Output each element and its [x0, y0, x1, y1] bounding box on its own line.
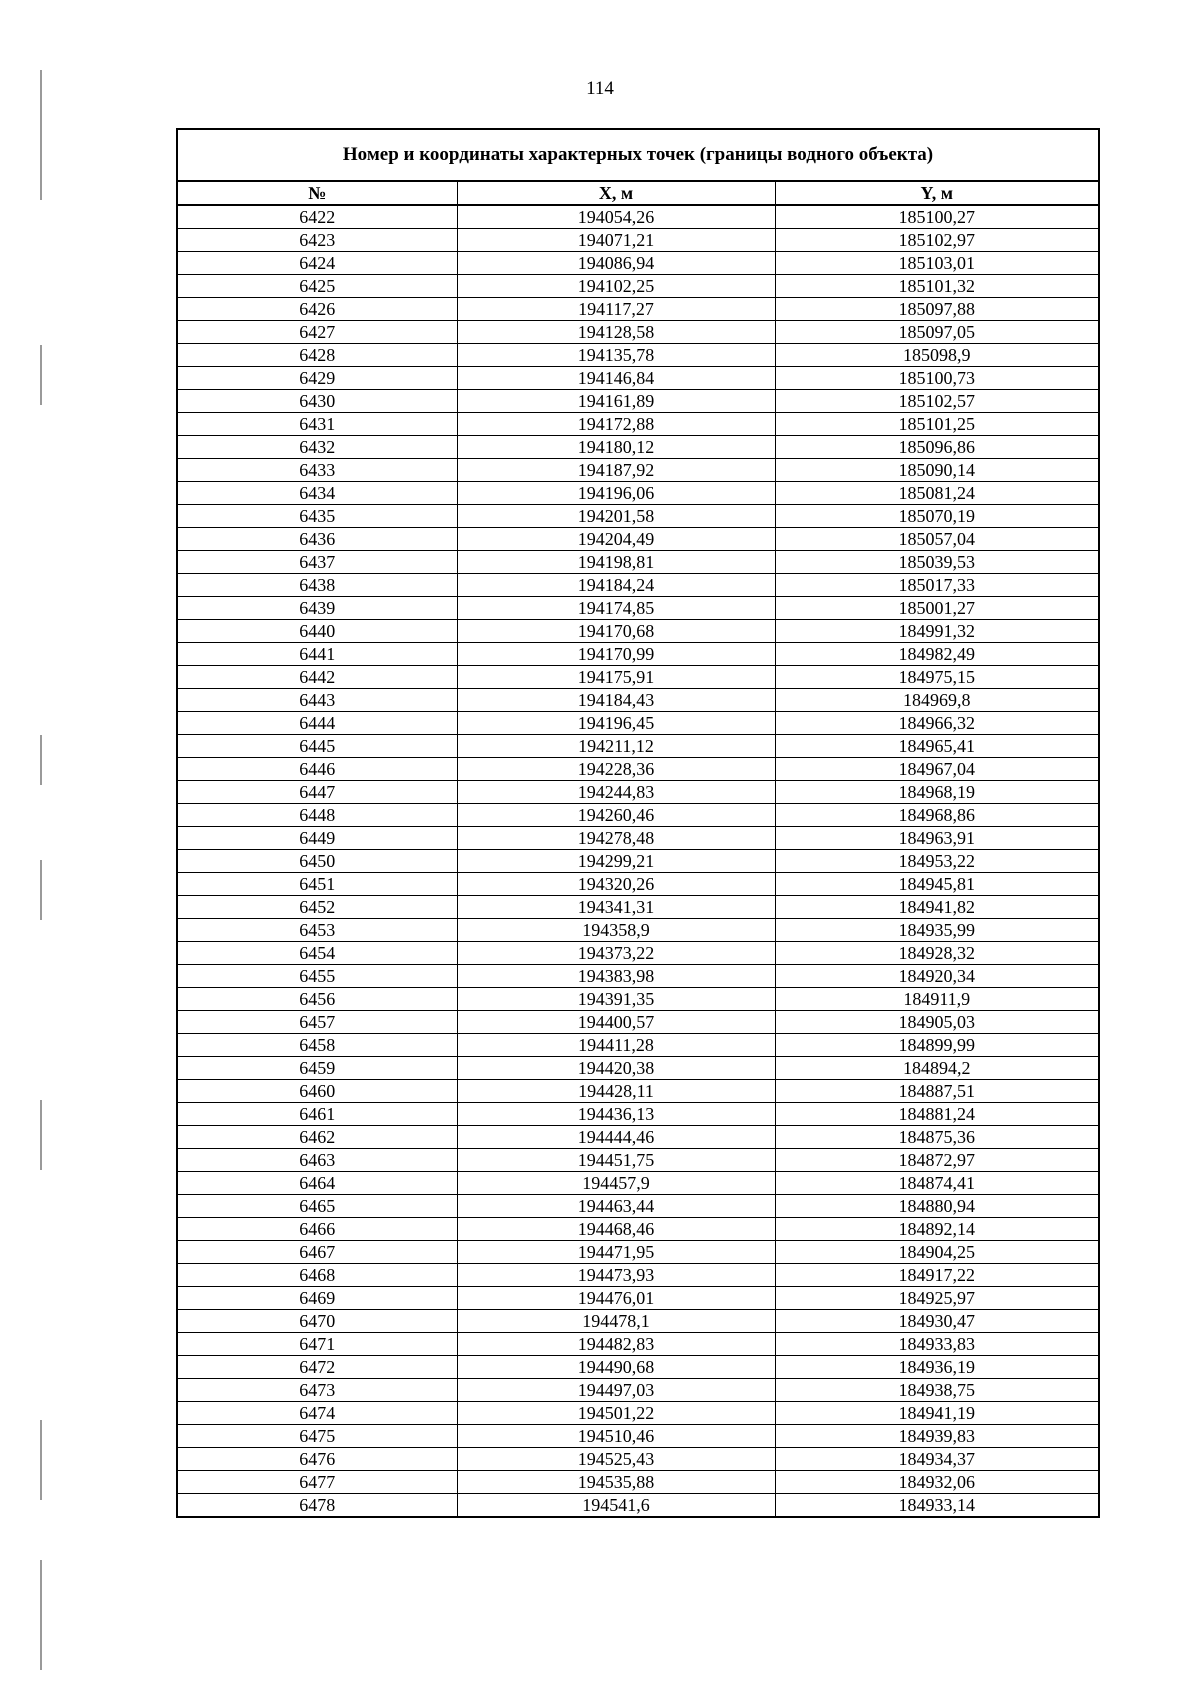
x-coordinate-cell: 194086,94 — [457, 252, 775, 275]
y-coordinate-cell: 184939,83 — [775, 1425, 1099, 1448]
table-row — [177, 1011, 1099, 1034]
point-number-cell: 6474 — [177, 1402, 457, 1425]
x-coordinate-cell: 194196,06 — [457, 482, 775, 505]
point-number-cell: 6458 — [177, 1034, 457, 1057]
point-number-cell: 6422 — [177, 205, 457, 229]
point-number-cell: 6467 — [177, 1241, 457, 1264]
x-coordinate-cell: 194535,88 — [457, 1471, 775, 1494]
point-number-cell: 6436 — [177, 528, 457, 551]
x-coordinate-cell: 194478,1 — [457, 1310, 775, 1333]
table-row — [177, 1264, 1099, 1287]
point-number-cell: 6446 — [177, 758, 457, 781]
y-coordinate-cell: 184941,82 — [775, 896, 1099, 919]
y-coordinate-cell: 184991,32 — [775, 620, 1099, 643]
x-coordinate-cell: 194071,21 — [457, 229, 775, 252]
point-number-cell: 6428 — [177, 344, 457, 367]
x-coordinate-cell: 194420,38 — [457, 1057, 775, 1080]
y-coordinate-cell: 184936,19 — [775, 1356, 1099, 1379]
x-coordinate-cell: 194541,6 — [457, 1494, 775, 1518]
x-coordinate-cell: 194128,58 — [457, 321, 775, 344]
x-coordinate-cell: 194490,68 — [457, 1356, 775, 1379]
x-coordinate-cell: 194358,9 — [457, 919, 775, 942]
table-row — [177, 781, 1099, 804]
y-coordinate-cell: 184945,81 — [775, 873, 1099, 896]
point-number-cell: 6431 — [177, 413, 457, 436]
table-row — [177, 597, 1099, 620]
table-row — [177, 666, 1099, 689]
point-number-cell: 6443 — [177, 689, 457, 712]
y-coordinate-cell: 184967,04 — [775, 758, 1099, 781]
point-number-cell: 6444 — [177, 712, 457, 735]
point-number-cell: 6455 — [177, 965, 457, 988]
point-number-cell: 6477 — [177, 1471, 457, 1494]
y-coordinate-cell: 185090,14 — [775, 459, 1099, 482]
x-coordinate-cell: 194198,81 — [457, 551, 775, 574]
x-coordinate-cell: 194244,83 — [457, 781, 775, 804]
point-number-cell: 6425 — [177, 275, 457, 298]
point-number-cell: 6463 — [177, 1149, 457, 1172]
x-coordinate-cell: 194436,13 — [457, 1103, 775, 1126]
x-coordinate-cell: 194170,68 — [457, 620, 775, 643]
table-row — [177, 942, 1099, 965]
point-number-cell: 6441 — [177, 643, 457, 666]
x-coordinate-cell: 194174,85 — [457, 597, 775, 620]
table-row — [177, 1149, 1099, 1172]
x-coordinate-cell: 194476,01 — [457, 1287, 775, 1310]
y-coordinate-cell: 185097,88 — [775, 298, 1099, 321]
y-coordinate-cell: 184905,03 — [775, 1011, 1099, 1034]
point-number-cell: 6429 — [177, 367, 457, 390]
x-coordinate-cell: 194184,43 — [457, 689, 775, 712]
y-coordinate-cell: 184969,8 — [775, 689, 1099, 712]
y-coordinate-cell: 185017,33 — [775, 574, 1099, 597]
table-row — [177, 1494, 1099, 1518]
point-number-cell: 6475 — [177, 1425, 457, 1448]
table-row — [177, 643, 1099, 666]
y-coordinate-cell: 184933,14 — [775, 1494, 1099, 1518]
table-row — [177, 482, 1099, 505]
table-row — [177, 551, 1099, 574]
y-coordinate-cell: 185057,04 — [775, 528, 1099, 551]
scan-edge-mark — [40, 735, 42, 785]
table-row — [177, 1172, 1099, 1195]
y-coordinate-cell: 184934,37 — [775, 1448, 1099, 1471]
table-row — [177, 298, 1099, 321]
point-number-cell: 6448 — [177, 804, 457, 827]
y-coordinate-cell: 184966,32 — [775, 712, 1099, 735]
y-coordinate-cell: 184963,91 — [775, 827, 1099, 850]
x-coordinate-cell: 194175,91 — [457, 666, 775, 689]
y-coordinate-cell: 184892,14 — [775, 1218, 1099, 1241]
y-coordinate-cell: 184953,22 — [775, 850, 1099, 873]
table-row — [177, 965, 1099, 988]
point-number-cell: 6471 — [177, 1333, 457, 1356]
scan-edge-mark — [40, 1420, 42, 1500]
table-row — [177, 689, 1099, 712]
x-coordinate-cell: 194510,46 — [457, 1425, 775, 1448]
x-coordinate-cell: 194501,22 — [457, 1402, 775, 1425]
x-coordinate-cell: 194180,12 — [457, 436, 775, 459]
table-row — [177, 850, 1099, 873]
page-number: 114 — [586, 78, 614, 99]
table-row — [177, 1287, 1099, 1310]
y-coordinate-cell: 185102,97 — [775, 229, 1099, 252]
x-coordinate-cell: 194468,46 — [457, 1218, 775, 1241]
table-row — [177, 1195, 1099, 1218]
table-row — [177, 1471, 1099, 1494]
x-coordinate-cell: 194525,43 — [457, 1448, 775, 1471]
table-row — [177, 1379, 1099, 1402]
x-coordinate-cell: 194428,11 — [457, 1080, 775, 1103]
table-row — [177, 620, 1099, 643]
y-coordinate-cell: 184982,49 — [775, 643, 1099, 666]
y-coordinate-cell: 184928,32 — [775, 942, 1099, 965]
x-coordinate-cell: 194457,9 — [457, 1172, 775, 1195]
x-coordinate-cell: 194102,25 — [457, 275, 775, 298]
scan-edge-mark — [40, 345, 42, 405]
table-row — [177, 919, 1099, 942]
point-number-cell: 6464 — [177, 1172, 457, 1195]
y-coordinate-cell: 184932,06 — [775, 1471, 1099, 1494]
table-row — [177, 321, 1099, 344]
y-coordinate-cell: 185097,05 — [775, 321, 1099, 344]
x-coordinate-cell: 194187,92 — [457, 459, 775, 482]
x-coordinate-cell: 194170,99 — [457, 643, 775, 666]
x-coordinate-cell: 194400,57 — [457, 1011, 775, 1034]
table-row — [177, 1333, 1099, 1356]
table-row — [177, 205, 1099, 229]
coordinates-table — [176, 128, 1100, 1518]
point-number-cell: 6449 — [177, 827, 457, 850]
point-number-cell: 6450 — [177, 850, 457, 873]
y-coordinate-cell: 184911,9 — [775, 988, 1099, 1011]
table-row — [177, 1310, 1099, 1333]
point-number-cell: 6457 — [177, 1011, 457, 1034]
x-coordinate-cell: 194172,88 — [457, 413, 775, 436]
y-coordinate-cell: 185070,19 — [775, 505, 1099, 528]
point-number-cell: 6445 — [177, 735, 457, 758]
x-coordinate-cell: 194383,98 — [457, 965, 775, 988]
point-number-cell: 6456 — [177, 988, 457, 1011]
x-coordinate-cell: 194211,12 — [457, 735, 775, 758]
x-coordinate-cell: 194204,49 — [457, 528, 775, 551]
point-number-cell: 6434 — [177, 482, 457, 505]
table-row — [177, 1034, 1099, 1057]
x-coordinate-cell: 194135,78 — [457, 344, 775, 367]
table-row — [177, 229, 1099, 252]
point-number-cell: 6473 — [177, 1379, 457, 1402]
y-coordinate-cell: 184917,22 — [775, 1264, 1099, 1287]
point-number-cell: 6461 — [177, 1103, 457, 1126]
table-row — [177, 758, 1099, 781]
table-row — [177, 1425, 1099, 1448]
table-row — [177, 1241, 1099, 1264]
y-coordinate-cell: 184894,2 — [775, 1057, 1099, 1080]
point-number-cell: 6478 — [177, 1494, 457, 1518]
table-row — [177, 712, 1099, 735]
column-header-number: № — [177, 181, 457, 205]
point-number-cell: 6460 — [177, 1080, 457, 1103]
y-coordinate-cell: 185101,32 — [775, 275, 1099, 298]
x-coordinate-cell: 194463,44 — [457, 1195, 775, 1218]
point-number-cell: 6470 — [177, 1310, 457, 1333]
scan-edge-mark — [40, 1100, 42, 1170]
table-row — [177, 1080, 1099, 1103]
y-coordinate-cell: 185101,25 — [775, 413, 1099, 436]
x-coordinate-cell: 194260,46 — [457, 804, 775, 827]
y-coordinate-cell: 184968,86 — [775, 804, 1099, 827]
table-row — [177, 1402, 1099, 1425]
x-coordinate-cell: 194146,84 — [457, 367, 775, 390]
table-row — [177, 436, 1099, 459]
x-coordinate-cell: 194161,89 — [457, 390, 775, 413]
table-row — [177, 574, 1099, 597]
y-coordinate-cell: 185102,57 — [775, 390, 1099, 413]
table-row — [177, 735, 1099, 758]
point-number-cell: 6465 — [177, 1195, 457, 1218]
y-coordinate-cell: 185098,9 — [775, 344, 1099, 367]
y-coordinate-cell: 184899,99 — [775, 1034, 1099, 1057]
point-number-cell: 6438 — [177, 574, 457, 597]
x-coordinate-cell: 194184,24 — [457, 574, 775, 597]
x-coordinate-cell: 194117,27 — [457, 298, 775, 321]
point-number-cell: 6452 — [177, 896, 457, 919]
table-row — [177, 1218, 1099, 1241]
point-number-cell: 6442 — [177, 666, 457, 689]
point-number-cell: 6451 — [177, 873, 457, 896]
y-coordinate-cell: 184933,83 — [775, 1333, 1099, 1356]
point-number-cell: 6423 — [177, 229, 457, 252]
point-number-cell: 6468 — [177, 1264, 457, 1287]
scan-edge-mark — [40, 1560, 42, 1670]
y-coordinate-cell: 184941,19 — [775, 1402, 1099, 1425]
y-coordinate-cell: 184874,41 — [775, 1172, 1099, 1195]
table-row — [177, 1103, 1099, 1126]
table-row — [177, 827, 1099, 850]
table-row — [177, 344, 1099, 367]
table-row — [177, 275, 1099, 298]
table-title: Номер и координаты характерных точек (границы водного объекта) — [177, 129, 1099, 181]
y-coordinate-cell: 185001,27 — [775, 597, 1099, 620]
x-coordinate-cell: 194320,26 — [457, 873, 775, 896]
point-number-cell: 6424 — [177, 252, 457, 275]
y-coordinate-cell: 184930,47 — [775, 1310, 1099, 1333]
x-coordinate-cell: 194299,21 — [457, 850, 775, 873]
table-row — [177, 413, 1099, 436]
y-coordinate-cell: 185096,86 — [775, 436, 1099, 459]
y-coordinate-cell: 184935,99 — [775, 919, 1099, 942]
x-coordinate-cell: 194373,22 — [457, 942, 775, 965]
table-row — [177, 390, 1099, 413]
x-coordinate-cell: 194444,46 — [457, 1126, 775, 1149]
table-row — [177, 896, 1099, 919]
x-coordinate-cell: 194201,58 — [457, 505, 775, 528]
table-row — [177, 1126, 1099, 1149]
y-coordinate-cell: 184938,75 — [775, 1379, 1099, 1402]
point-number-cell: 6462 — [177, 1126, 457, 1149]
point-number-cell: 6435 — [177, 505, 457, 528]
table-row — [177, 528, 1099, 551]
point-number-cell: 6432 — [177, 436, 457, 459]
y-coordinate-cell: 184925,97 — [775, 1287, 1099, 1310]
x-coordinate-cell: 194196,45 — [457, 712, 775, 735]
point-number-cell: 6472 — [177, 1356, 457, 1379]
table-row — [177, 1448, 1099, 1471]
y-coordinate-cell: 184881,24 — [775, 1103, 1099, 1126]
y-coordinate-cell: 184875,36 — [775, 1126, 1099, 1149]
y-coordinate-cell: 185100,27 — [775, 205, 1099, 229]
point-number-cell: 6447 — [177, 781, 457, 804]
point-number-cell: 6426 — [177, 298, 457, 321]
x-coordinate-cell: 194473,93 — [457, 1264, 775, 1287]
x-coordinate-cell: 194411,28 — [457, 1034, 775, 1057]
y-coordinate-cell: 184904,25 — [775, 1241, 1099, 1264]
y-coordinate-cell: 184975,15 — [775, 666, 1099, 689]
x-coordinate-cell: 194497,03 — [457, 1379, 775, 1402]
point-number-cell: 6454 — [177, 942, 457, 965]
y-coordinate-cell: 184920,34 — [775, 965, 1099, 988]
y-coordinate-cell: 184968,19 — [775, 781, 1099, 804]
table-row — [177, 1356, 1099, 1379]
y-coordinate-cell: 184965,41 — [775, 735, 1099, 758]
x-coordinate-cell: 194482,83 — [457, 1333, 775, 1356]
scan-edge-mark — [40, 70, 42, 200]
point-number-cell: 6440 — [177, 620, 457, 643]
y-coordinate-cell: 185039,53 — [775, 551, 1099, 574]
y-coordinate-cell: 185081,24 — [775, 482, 1099, 505]
point-number-cell: 6427 — [177, 321, 457, 344]
point-number-cell: 6453 — [177, 919, 457, 942]
x-coordinate-cell: 194471,95 — [457, 1241, 775, 1264]
point-number-cell: 6476 — [177, 1448, 457, 1471]
column-header-y: Y, м — [775, 181, 1099, 205]
table-row — [177, 367, 1099, 390]
x-coordinate-cell: 194391,35 — [457, 988, 775, 1011]
table-row — [177, 459, 1099, 482]
table-row — [177, 252, 1099, 275]
y-coordinate-cell: 185103,01 — [775, 252, 1099, 275]
point-number-cell: 6433 — [177, 459, 457, 482]
point-number-cell: 6437 — [177, 551, 457, 574]
point-number-cell: 6466 — [177, 1218, 457, 1241]
x-coordinate-cell: 194278,48 — [457, 827, 775, 850]
x-coordinate-cell: 194451,75 — [457, 1149, 775, 1172]
point-number-cell: 6439 — [177, 597, 457, 620]
x-coordinate-cell: 194228,36 — [457, 758, 775, 781]
table-body — [177, 205, 1099, 1517]
point-number-cell: 6469 — [177, 1287, 457, 1310]
x-coordinate-cell: 194341,31 — [457, 896, 775, 919]
y-coordinate-cell: 184872,97 — [775, 1149, 1099, 1172]
column-header-x: X, м — [457, 181, 775, 205]
table-row — [177, 804, 1099, 827]
scan-edge-mark — [40, 860, 42, 920]
y-coordinate-cell: 185100,73 — [775, 367, 1099, 390]
y-coordinate-cell: 184880,94 — [775, 1195, 1099, 1218]
table-row — [177, 505, 1099, 528]
x-coordinate-cell: 194054,26 — [457, 205, 775, 229]
table-row — [177, 988, 1099, 1011]
table-row — [177, 1057, 1099, 1080]
point-number-cell: 6430 — [177, 390, 457, 413]
point-number-cell: 6459 — [177, 1057, 457, 1080]
table-row — [177, 873, 1099, 896]
y-coordinate-cell: 184887,51 — [775, 1080, 1099, 1103]
